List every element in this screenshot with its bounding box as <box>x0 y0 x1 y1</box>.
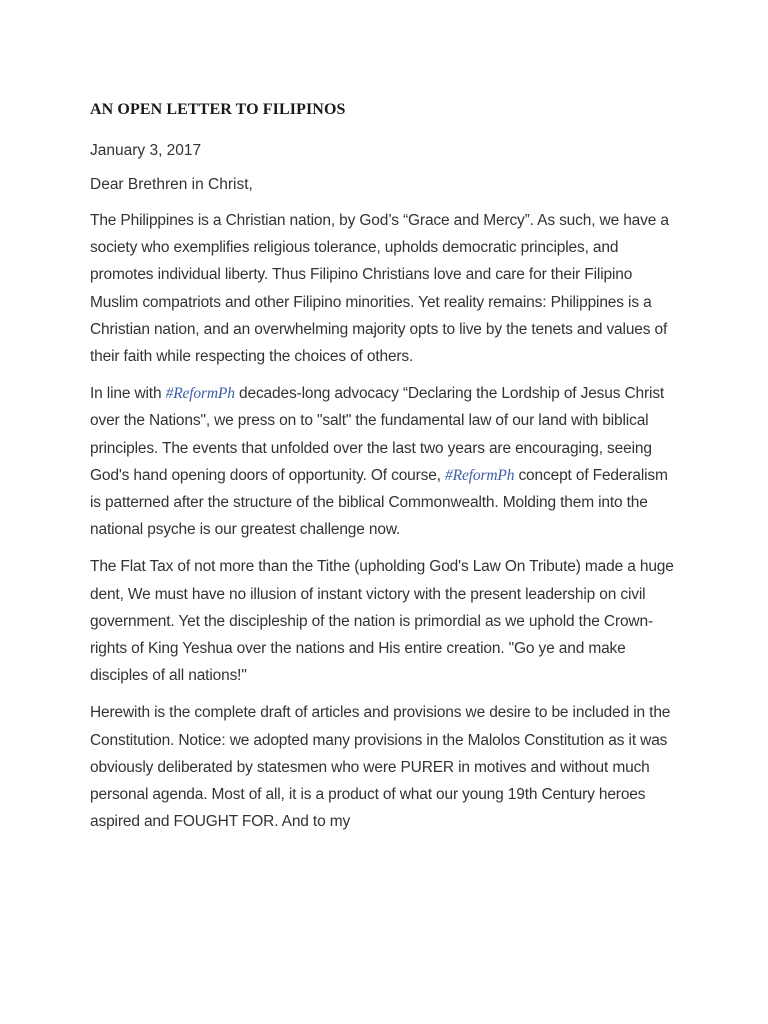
letter-salutation: Dear Brethren in Christ, <box>90 176 253 193</box>
paragraph-2-text: decades-long advocacy “Declaring the Lordship of Jesus Christ over the Nations", we press on to "salt" the fundamental law of our land with biblical principles. The events that unfolded over the last two years are encouraging, seeing God's hand opening doors of opportunity. Of course, <box>90 385 665 484</box>
letter-date: January 3, 2017 <box>90 142 202 159</box>
paragraph-2-text: concept of Federalism is patterned after the structure of the biblical Commonwealth. Molding them into the national psyche is our greatest challenge now. <box>90 466 668 539</box>
paragraph-4: Herewith is the complete draft of articles and provisions we desire to be included in the Constitution. Notice: we adopted many provisions in the Malolos Constitution as it was obviously deliberated by statesmen who were PURER in motives and without much personal agenda. Most of all, it is a product of what our young 19th Century heroes aspired and FOUGHT FOR. And to my <box>90 704 671 831</box>
letter-body <box>90 98 680 845</box>
paragraph-2-text: In line with <box>90 385 166 403</box>
paragraph-3: The Flat Tax of not more than the Tithe (upholding God's Law On Tribute) made a huge dent, We must have no illusion of instant victory with the present leadership on civil government. Yet the discipleship of the nation is primordial as we uphold the Crown-rights of King Yeshua over the nations and His entire creation. "Go ye and make disciples of all nations!" <box>90 558 674 685</box>
paragraph-2 <box>90 380 680 543</box>
letter-title: AN OPEN LETTER TO FILIPINOS <box>90 101 346 118</box>
hashtag-link[interactable]: #ReformPh <box>445 466 515 484</box>
hashtag-link[interactable]: #ReformPh <box>165 385 235 403</box>
paragraph-1: The Philippines is a Christian nation, by God’s “Grace and Mercy”. As such, we have a society who exemplifies religious tolerance, upholds democratic principles, and promotes individual liberty. Thus Filipino Christians love and care for their Filipino Muslim compatriots and other Filipino minorities. Yet reality remains: Philippines is a Christian nation, and an overwhelming majority opts to live by the tenets and values of their faith while respecting the choices of others. <box>90 212 669 366</box>
